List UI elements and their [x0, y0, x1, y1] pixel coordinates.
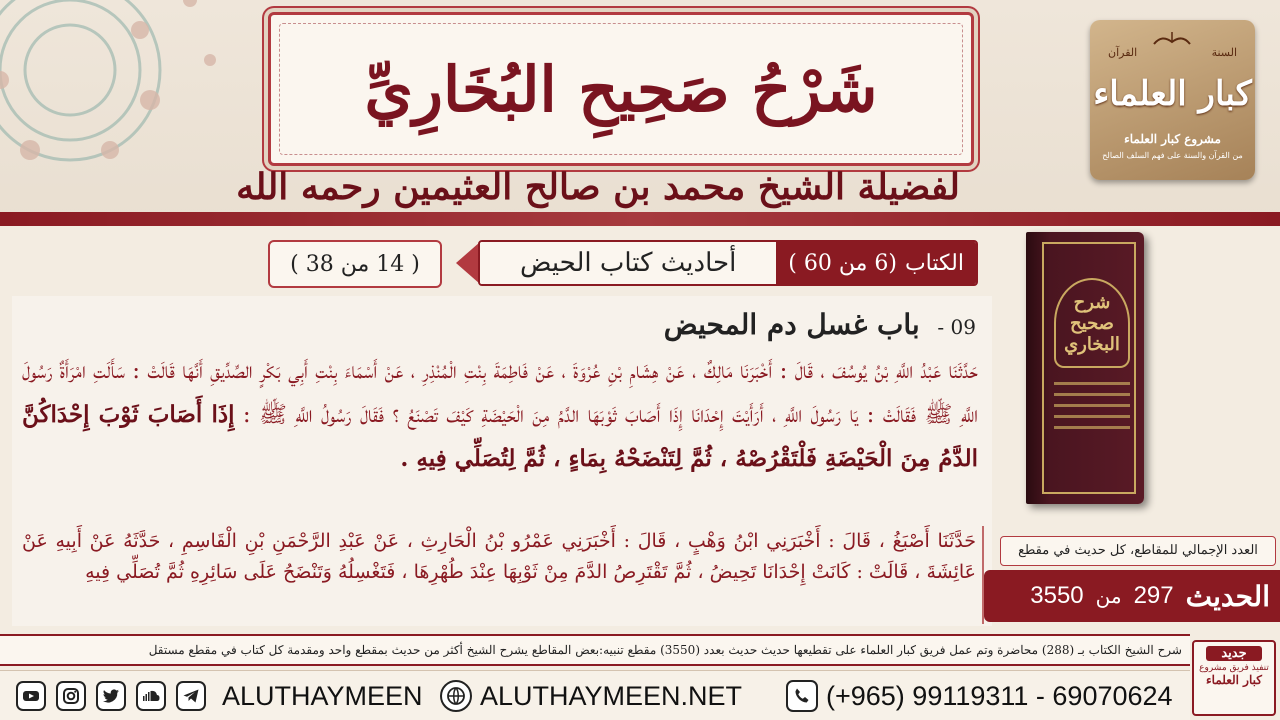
new-badge-line: تنفيذ فريق مشروع [1199, 663, 1269, 673]
youtube-icon[interactable] [16, 681, 46, 711]
new-badge-brand: كبار العلماء [1206, 673, 1262, 687]
logo-tagline: من القرآن والسنة على فهم السلف الصالح [1102, 151, 1243, 160]
phone-icon[interactable] [786, 680, 818, 712]
chapter-name: أحاديث كتاب الحيض [480, 242, 776, 284]
of-word: من [1095, 584, 1122, 608]
kibar-ulama-logo[interactable] [1090, 20, 1255, 180]
book-label: الكتاب [904, 250, 964, 276]
new-tag: جديد [1206, 646, 1262, 661]
soundcloud-icon[interactable] [136, 681, 166, 711]
hadith-text-secondary: حَدَّثَنَا أَصْبَغُ ، قَالَ : أَخْبَرَنِي ابْنُ وَهْبٍ ، قَالَ : أَخْبَرَنِي عَمْرُو بْنُ الْحَارِثِ ، عَنْ عَبْدِ الرَّحْمَنِ بْنِ الْقَاسِمِ ، حَدَّثَهُ عَنْ أَبِيهِ عَنْ عَائِشَةَ ، قَالَتْ : كَانَتْ إِحْدَانَا تَحِيضُ ، ثُمَّ تَقْتَرِصُ الدَّمَ مِنْ ثَوْبِهَا عِنْدَ طُهْرِهَا ، فَتَغْسِلُهُ وَتَنْضَحُ عَلَى سَائِرِهِ ثُمَّ تُصَلِّي فِيهِ [22, 526, 984, 624]
book-cover-image [1026, 232, 1144, 504]
sheikh-name: لفضيلة الشيخ محمد بن صالح العثيمين رحمه الله [236, 166, 960, 208]
hadith-isnad: حَدَّثَنَا عَبْدُ اللَّهِ بْنُ يُوسُفَ ، قَالَ : أَخْبَرَنَا مَالِكٌ ، عَنْ هِشَامِ بْنِ عُرْوَةَ ، عَنْ فَاطِمَةَ بِنْتِ الْمُنْذِرِ ، عَنْ أَسْمَاءَ بِنْتِ أَبِي بَكْرٍ الصِّدِّيقِ أَنَّهَا قَالَتْ : سَأَلَتِ امْرَأَةٌ رَسُولَ اللَّهِ ﷺ فَقَالَتْ : يَا رَسُولَ اللَّهِ ، أَرَأَيْتَ إِحْدَانَا إِذَا أَصَابَ ثَوْبَهَا الدَّمُ مِنَ الْحَيْضَةِ كَيْفَ تَصْنَعُ ؟ فَقَالَ رَسُولُ اللَّهِ ﷺ : [22, 358, 978, 428]
hadith-label: الحديث [1185, 579, 1270, 613]
phone-numbers[interactable]: (+965) 99119311 - 69070624 [826, 681, 1173, 711]
telegram-icon[interactable] [176, 681, 206, 711]
logo-subtitle: مشروع كبار العلماء [1124, 132, 1221, 146]
cover-title: شرح صحيح البخاري [1054, 278, 1130, 368]
header-divider [0, 212, 1280, 226]
open-book-icon [1152, 30, 1192, 46]
hadith-counter [984, 570, 1280, 622]
logo-right-word: السنة [1211, 46, 1237, 59]
book-title-frame [268, 12, 974, 166]
social-handle[interactable]: ALUTHAYMEEN [222, 681, 423, 711]
instagram-icon[interactable] [56, 681, 86, 711]
book-progress-label [776, 242, 976, 284]
website-link[interactable]: ALUTHAYMEEN.NET [480, 681, 743, 711]
news-ticker: شرح الشيخ الكتاب بـ (288) محاضرة وتم عمل فريق كبار العلماء على تقطيعها حديث حديث بعدد (3550) مقطع تنبيه:بعض المقاطع يشرح الشيخ أكثر من حديث بمقطع واحد ومقدمة كل كتاب في مقطع مستقل [0, 634, 1190, 666]
book-progress: (6 من 60 ) [788, 250, 897, 276]
hadith-text-primary [22, 350, 978, 520]
new-badge [1192, 640, 1276, 716]
cover-decoration [1054, 382, 1130, 437]
bab-number: 09 - [937, 315, 976, 339]
total-segments-label: العدد الإجمالي للمقاطع، كل حديث في مقطع [1000, 536, 1276, 566]
hadith-matn: إِذَا أَصَابَ ثَوْبَ إِحْدَاكُنَّ الدَّمُ مِنَ الْحَيْضَةِ فَلْتَقْرُصْهُ ، ثُمَّ لِتَنْضَحْهُ بِمَاءٍ ، ثُمَّ لِتُصَلِّي فِيهِ . [22, 401, 978, 472]
logo-left-word: القرآن [1108, 46, 1138, 59]
globe-icon[interactable] [440, 680, 472, 712]
logo-top-words [1090, 46, 1255, 59]
twitter-icon[interactable] [96, 681, 126, 711]
logo-main-text: كبار العلماء [1093, 74, 1252, 114]
bab-heading [560, 308, 976, 348]
floral-ornament-icon [0, 0, 260, 200]
bab-title: باب غسل دم المحيض [663, 308, 920, 341]
arrow-left-icon [456, 242, 480, 284]
book-title: شَرْحُ صَحِيحِ البُخَارِيِّ [364, 52, 878, 126]
lecture-range-tab[interactable] [268, 240, 442, 288]
hadith-current: 297 [1133, 582, 1174, 609]
chapter-tab[interactable] [478, 240, 978, 286]
hadith-total: 3550 [1030, 582, 1084, 609]
lecture-range-text: ( 14 من 38 ) [290, 251, 420, 277]
